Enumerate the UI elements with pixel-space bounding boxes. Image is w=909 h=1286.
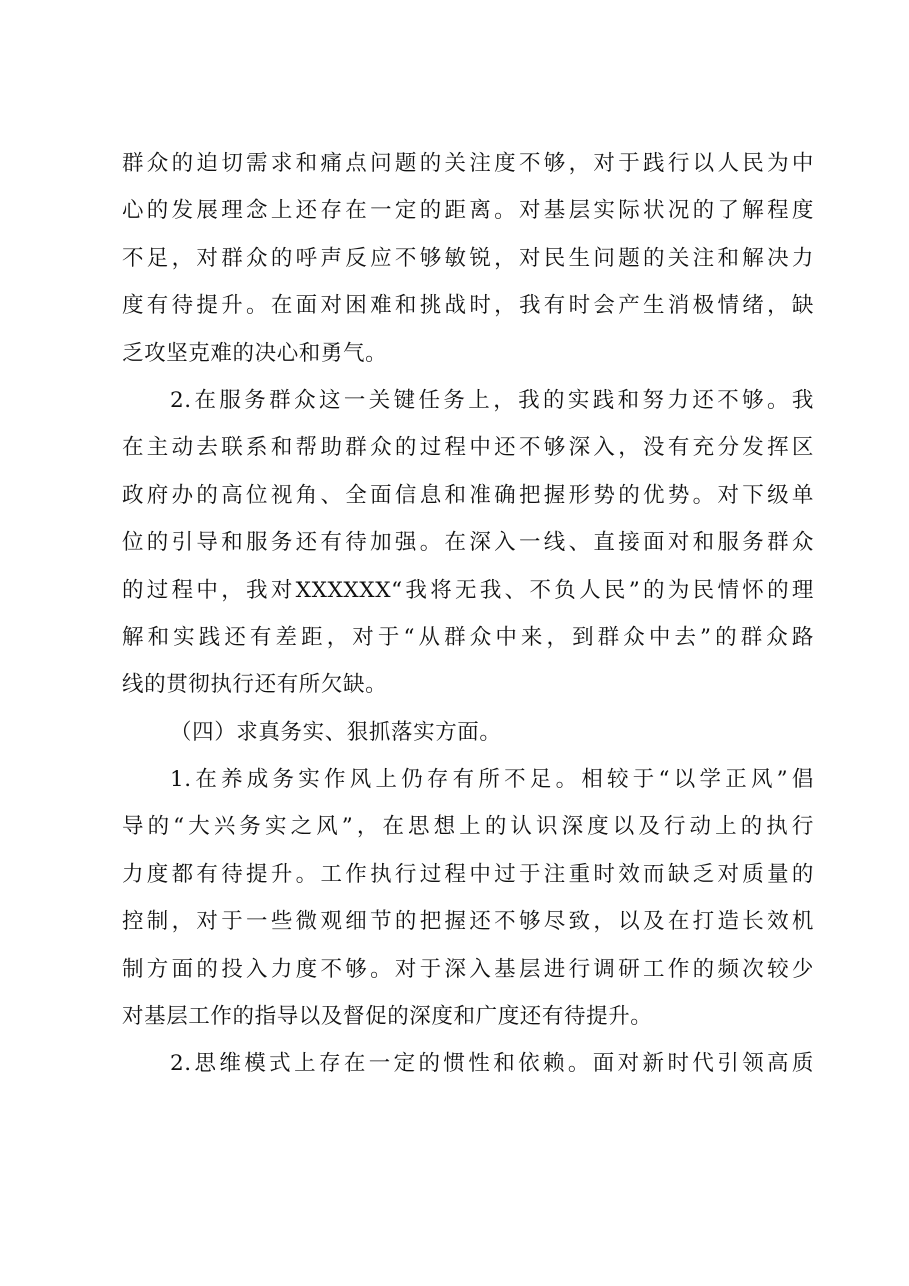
text-line: 在主动去联系和帮助群众的过程中还不够深入，没有充分发挥区: [122, 435, 814, 461]
text-line: 的过程中，我对XXXXXX“我将无我、不负人民”的为民情怀的理: [122, 577, 814, 603]
text-line: 心的发展理念上还存在一定的距离。对基层实际状况的了解程度: [122, 198, 814, 224]
paragraph-start: 2.在服务群众这一关键任务上，我的实践和努力还不够。我: [170, 387, 814, 413]
text-line: 对基层工作的指导以及督促的深度和广度还有待提升。: [122, 1004, 653, 1030]
text-line: 制方面的投入力度不够。对于深入基层进行调研工作的频次较少: [122, 956, 814, 982]
text-line: 控制，对于一些微观细节的把握还不够尽致，以及在打造长效机: [122, 909, 814, 935]
text-line: 不足，对群众的呼声反应不够敏锐，对民生问题的关注和解决力: [122, 245, 814, 271]
text-line: 乏攻坚克难的决心和勇气。: [122, 340, 388, 366]
paragraph-start: 1.在养成务实作风上仍存有所不足。相较于“以学正风”倡: [170, 767, 814, 793]
text-line: 解和实践还有差距，对于“从群众中来，到群众中去”的群众路: [122, 624, 814, 650]
section-heading: （四）求真务实、狠抓落实方面。: [170, 719, 502, 745]
text-line: 度有待提升。在面对困难和挑战时，我有时会产生消极情绪，缺: [122, 293, 814, 319]
text-line: 位的引导和服务还有待加强。在深入一线、直接面对和服务群众: [122, 530, 814, 556]
document-body: [122, 140, 814, 1088]
text-line: 力度都有待提升。工作执行过程中过于注重时效而缺乏对质量的: [122, 861, 814, 887]
text-line: 导的“大兴务实之风”，在思想上的认识深度以及行动上的执行: [122, 814, 814, 840]
paragraph-start: 2.思维模式上存在一定的惯性和依赖。面对新时代引领高质: [170, 1051, 814, 1077]
text-line: 政府办的高位视角、全面信息和准确把握形势的优势。对下级单: [122, 482, 814, 508]
text-line: 群众的迫切需求和痛点问题的关注度不够，对于践行以人民为中: [122, 151, 814, 176]
text-line: 线的贯彻执行还有所欠缺。: [122, 672, 388, 698]
